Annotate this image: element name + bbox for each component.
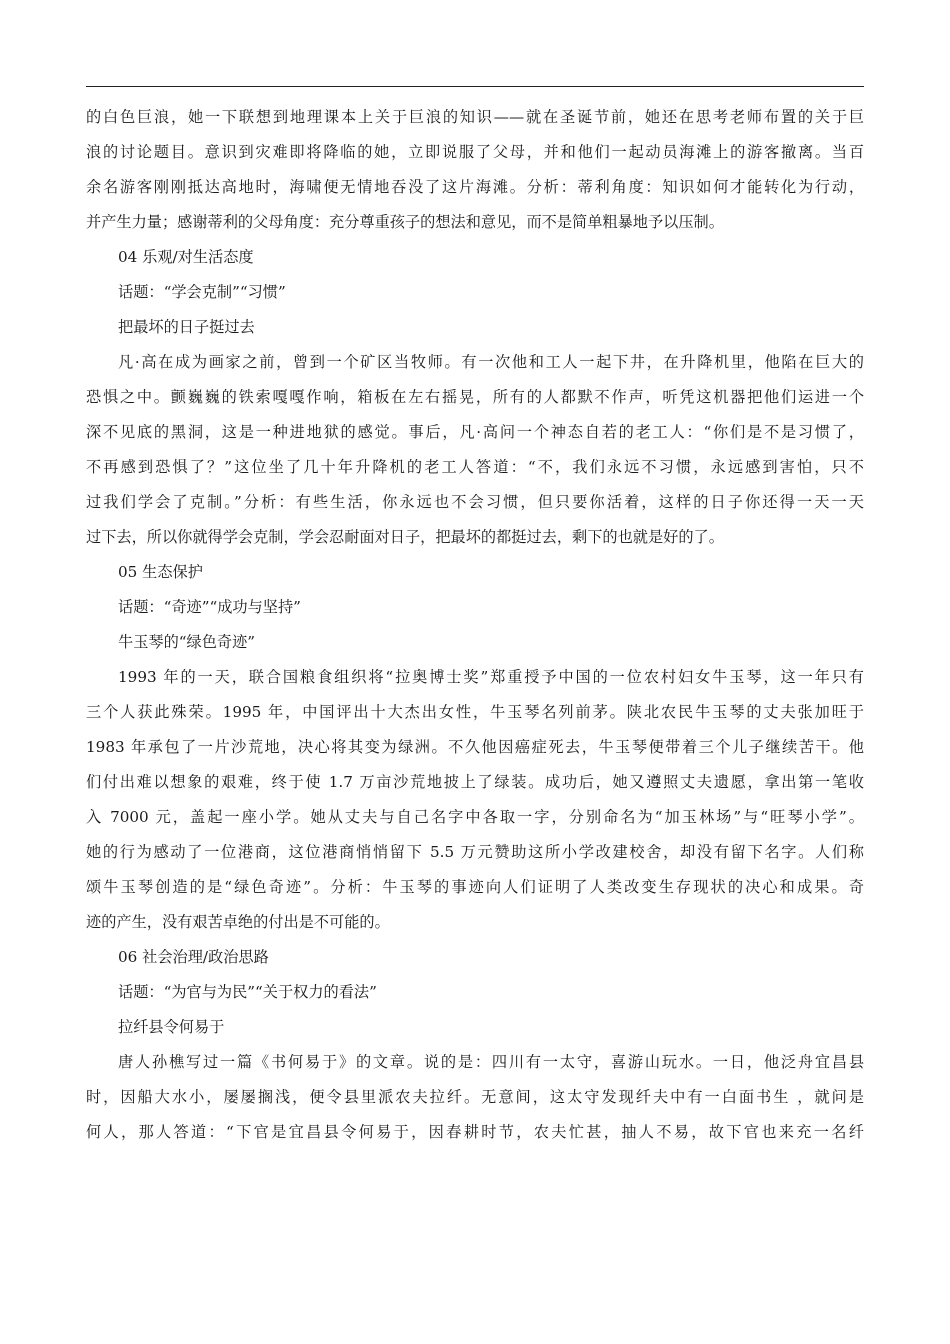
text-line: 何人，那人答道：“下官是宜昌县令何易于，因春耕时节，农夫忙甚，抽人不易，故下官也来充一名纤 [86,1123,864,1141]
topic-line: 话题：“为官与为民”“关于权力的看法” [118,983,377,1001]
topic-line: 话题：“学会克制”“习惯” [118,283,286,301]
text-line: 时，因船大水小，屡屡搁浅，便令县里派农夫拉纤。无意间，这太守发现纤夫中有一白面书生 ，就问是 [86,1088,864,1106]
text-line: 过下去，所以你就得学会克制，学会忍耐面对日子，把最坏的都挺过去，剩下的也就是好的了。 [86,528,724,546]
text-line: 颂牛玉琴创造的是“绿色奇迹”。分析：牛玉琴的事迹向人们证明了人类改变生存现状的决心和成果。奇 [86,878,864,896]
text-line: 迹的产生，没有艰苦卓绝的付出是不可能的。 [86,913,390,931]
text-line: 过我们学会了克制。”分析：有些生活，你永远也不会习惯，但只要你活着，这样的日子你还得一天一天 [86,493,864,511]
section-heading: 04 乐观/对生活态度 [118,248,254,266]
text-line: 她的行为感动了一位港商，这位港商悄悄留下 5.5 万元赞助这所小学改建校舍，却没有留下名字。人们称 [86,843,864,861]
story-title: 把最坏的日子挺过去 [118,318,255,336]
text-line: 们付出难以想象的艰难，终于使 1.7 万亩沙荒地披上了绿装。成功后，她又遵照丈夫遗愿，拿出第一笔收 [86,773,864,791]
topic-line: 话题：“奇迹”“成功与坚持” [118,598,301,616]
text-line: 唐人孙樵写过一篇《书何易于》的文章。说的是：四川有一太守，喜游山玩水。一日，他泛舟宜昌县 [118,1053,864,1071]
text-line: 余名游客刚刚抵达高地时，海啸便无情地吞没了这片海滩。分析：蒂利角度：知识如何才能转化为行动， [86,178,864,196]
section-heading: 05 生态保护 [118,563,203,581]
section-heading: 06 社会治理/政治思路 [118,948,269,966]
text-line: 三个人获此殊荣。1995 年，中国评出十大杰出女性，牛玉琴名列前茅。陕北农民牛玉琴的丈夫张加旺于 [86,703,864,721]
text-line: 1993 年的一天，联合国粮食组织将“拉奥博士奖”郑重授予中国的一位农村妇女牛玉琴，这一年只有 [118,668,864,686]
text-line: 入 7000 元，盖起一座小学。她从丈夫与自己名字中各取一字，分别命名为“加玉林场”与“旺琴小学”。 [86,808,864,826]
text-line: 并产生力量；感谢蒂利的父母角度：充分尊重孩子的想法和意见，而不是简单粗暴地予以压制。 [86,213,724,231]
document-body [86,100,864,1150]
text-line: 1983 年承包了一片沙荒地，决心将其变为绿洲。不久他因癌症死去，牛玉琴便带着三个儿子继续苦干。他 [86,738,864,756]
text-line: 深不见底的黑洞，这是一种进地狱的感觉。事后，凡·高问一个神态自若的老工人：“你们是不是习惯了， [86,423,864,441]
story-title: 牛玉琴的“绿色奇迹” [118,633,256,651]
header-rule [86,86,864,87]
text-line: 恐惧之中。颤巍巍的铁索嘎嘎作响，箱板在左右摇晃，所有的人都默不作声，听凭这机器把他们运进一个 [86,388,864,406]
story-title: 拉纤县令何易于 [118,1018,225,1036]
text-line: 浪的讨论题目。意识到灾难即将降临的她，立即说服了父母，并和他们一起动员海滩上的游客撤离。当百 [86,143,864,161]
text-line: 的白色巨浪，她一下联想到地理课本上关于巨浪的知识——就在圣诞节前，她还在思考老师布置的关于巨 [86,108,864,126]
text-line: 凡·高在成为画家之前，曾到一个矿区当牧师。有一次他和工人一起下井，在升降机里，他陷在巨大的 [118,353,864,371]
text-line: 不再感到恐惧了？”这位坐了几十年升降机的老工人答道：“不，我们永远不习惯，永远感到害怕，只不 [86,458,864,476]
